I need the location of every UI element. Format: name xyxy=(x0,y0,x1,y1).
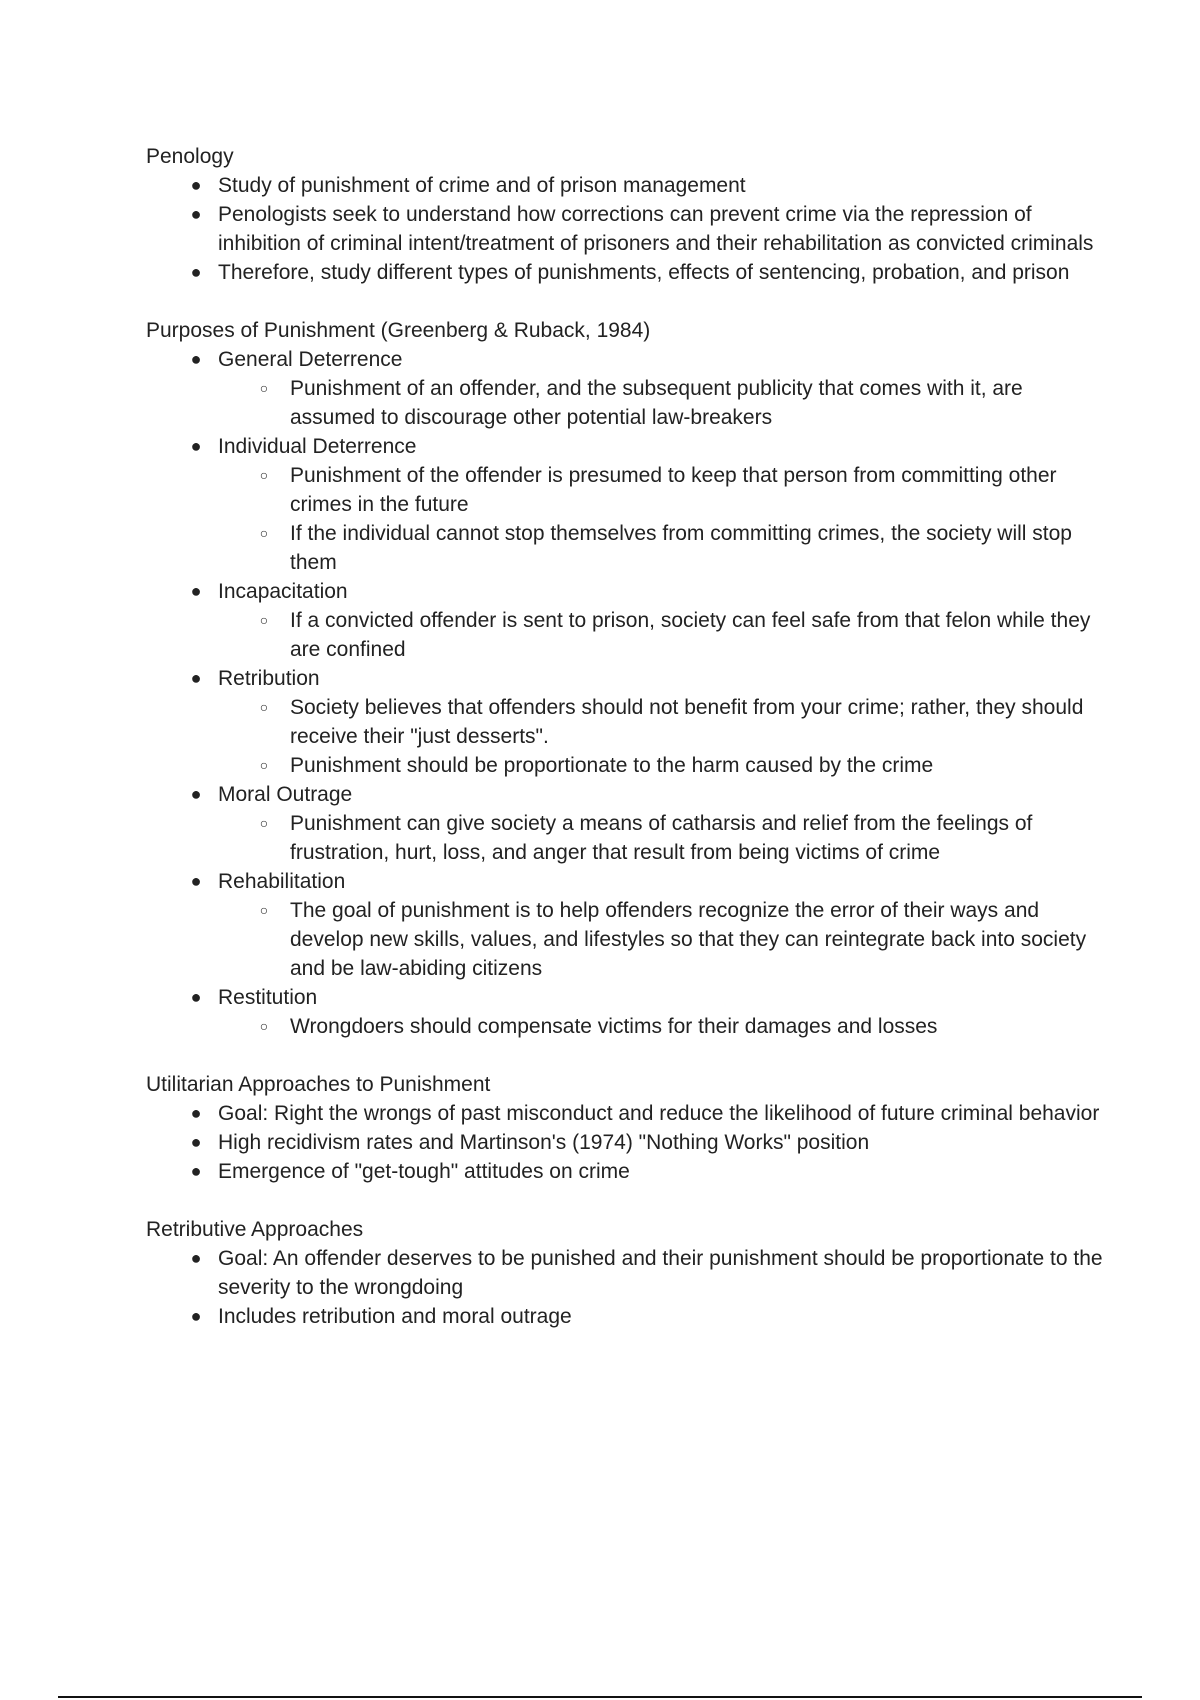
list-item xyxy=(190,577,1106,664)
bullet-icon: ● xyxy=(190,1161,202,1181)
sub-list-item xyxy=(259,693,1106,751)
list-item-text: Rehabilitation xyxy=(218,870,346,893)
section-title: Penology xyxy=(146,145,234,168)
sub-list-item xyxy=(259,519,1106,577)
list-item xyxy=(190,1244,1106,1302)
list-item-text: Retribution xyxy=(218,667,320,690)
sub-list-item xyxy=(259,461,1106,519)
list-item xyxy=(190,1157,1106,1186)
bullet-icon: ● xyxy=(190,436,202,456)
sub-bullet-list xyxy=(218,606,1106,664)
bullet-icon: ● xyxy=(190,784,202,804)
list-item xyxy=(190,258,1106,287)
hollow-bullet-icon: ○ xyxy=(259,1018,269,1034)
bullet-icon: ● xyxy=(190,1132,202,1152)
list-item-text: Individual Deterrence xyxy=(218,435,417,458)
sub-list-item-text: Punishment should be proportionate to the harm caused by the crime xyxy=(290,754,934,777)
sub-bullet-list xyxy=(218,1012,1106,1041)
list-item xyxy=(190,1128,1106,1157)
bullet-icon: ● xyxy=(190,1306,202,1326)
list-item xyxy=(190,1099,1106,1128)
sub-list-item-text: If the individual cannot stop themselves from committing crimes, the society will stop them xyxy=(290,522,1072,574)
sub-list-item xyxy=(259,1012,1106,1041)
sub-list-item-text: The goal of punishment is to help offenders recognize the error of their ways and develop new skills, values, and lifestyles so that they can reintegrate back into society and be law-abiding citizens xyxy=(290,899,1087,980)
list-item-text: Emergence of "get-tough" attitudes on crime xyxy=(218,1160,630,1183)
list-item-text: Restitution xyxy=(218,986,318,1009)
bullet-list xyxy=(146,1244,1106,1331)
section-penology xyxy=(146,142,1106,287)
hollow-bullet-icon: ○ xyxy=(259,467,269,483)
bullet-icon: ● xyxy=(190,1248,202,1268)
hollow-bullet-icon: ○ xyxy=(259,612,269,628)
section-utilitarian-approaches xyxy=(146,1070,1106,1186)
list-item xyxy=(190,867,1106,983)
sub-list-item xyxy=(259,374,1106,432)
sub-list-item xyxy=(259,751,1106,780)
section-purposes-of-punishment xyxy=(146,316,1106,1041)
list-item xyxy=(190,983,1106,1041)
sub-bullet-list xyxy=(218,374,1106,432)
list-item xyxy=(190,200,1106,258)
list-item xyxy=(190,345,1106,432)
list-item-text: Includes retribution and moral outrage xyxy=(218,1305,572,1328)
sub-list-item-text: If a convicted offender is sent to prison, society can feel safe from that felon while they are confined xyxy=(290,609,1091,661)
bullet-icon: ● xyxy=(190,204,202,224)
hollow-bullet-icon: ○ xyxy=(259,380,269,396)
sub-bullet-list xyxy=(218,693,1106,780)
hollow-bullet-icon: ○ xyxy=(259,699,269,715)
sub-list-item-text: Punishment can give society a means of catharsis and relief from the feelings of frustration, hurt, loss, and anger that result from being victims of crime xyxy=(290,812,1033,864)
hollow-bullet-icon: ○ xyxy=(259,815,269,831)
list-item-text: General Deterrence xyxy=(218,348,403,371)
sub-list-item-text: Wrongdoers should compensate victims for their damages and losses xyxy=(290,1015,938,1038)
bullet-icon: ● xyxy=(190,668,202,688)
list-item-text: Study of punishment of crime and of prison management xyxy=(218,174,746,197)
list-item-text: Therefore, study different types of punishments, effects of sentencing, probation, and prison xyxy=(218,261,1070,284)
list-item-text: High recidivism rates and Martinson's (1974) "Nothing Works" position xyxy=(218,1131,870,1154)
bullet-list xyxy=(146,171,1106,287)
list-item-text: Moral Outrage xyxy=(218,783,353,806)
bullet-icon: ● xyxy=(190,871,202,891)
bullet-list xyxy=(146,1099,1106,1186)
sub-list-item xyxy=(259,809,1106,867)
section-title: Purposes of Punishment (Greenberg & Ruback, 1984) xyxy=(146,319,651,342)
hollow-bullet-icon: ○ xyxy=(259,525,269,541)
bullet-list xyxy=(146,345,1106,1041)
section-title: Retributive Approaches xyxy=(146,1218,364,1241)
section-title: Utilitarian Approaches to Punishment xyxy=(146,1073,491,1096)
list-item-text: Incapacitation xyxy=(218,580,348,603)
sub-list-item xyxy=(259,606,1106,664)
list-item xyxy=(190,171,1106,200)
list-item xyxy=(190,780,1106,867)
footer-divider xyxy=(58,1696,1142,1698)
bullet-icon: ● xyxy=(190,1103,202,1123)
bullet-icon: ● xyxy=(190,262,202,282)
sub-bullet-list xyxy=(218,809,1106,867)
list-item-text: Goal: Right the wrongs of past misconduct and reduce the likelihood of future criminal behavior xyxy=(218,1102,1100,1125)
hollow-bullet-icon: ○ xyxy=(259,757,269,773)
bullet-icon: ● xyxy=(190,349,202,369)
list-item xyxy=(190,1302,1106,1331)
sub-list-item-text: Society believes that offenders should not benefit from your crime; rather, they should receive their "just desserts". xyxy=(290,696,1084,748)
bullet-icon: ● xyxy=(190,987,202,1007)
sub-bullet-list xyxy=(218,896,1106,983)
document-page xyxy=(146,142,1106,1360)
list-item xyxy=(190,664,1106,780)
bullet-icon: ● xyxy=(190,175,202,195)
sub-list-item xyxy=(259,896,1106,983)
sub-list-item-text: Punishment of the offender is presumed to keep that person from committing other crimes in the future xyxy=(290,464,1057,516)
sub-bullet-list xyxy=(218,461,1106,577)
hollow-bullet-icon: ○ xyxy=(259,902,269,918)
list-item-text: Penologists seek to understand how corrections can prevent crime via the repression of inhibition of criminal intent/treatment of prisoners and their rehabilitation as convicted criminals xyxy=(218,203,1094,255)
list-item-text: Goal: An offender deserves to be punished and their punishment should be proportionate to the severity to the wrongdoing xyxy=(218,1247,1103,1299)
section-retributive-approaches xyxy=(146,1215,1106,1331)
bullet-icon: ● xyxy=(190,581,202,601)
list-item xyxy=(190,432,1106,577)
sub-list-item-text: Punishment of an offender, and the subsequent publicity that comes with it, are assumed to discourage other potential law-breakers xyxy=(290,377,1023,429)
